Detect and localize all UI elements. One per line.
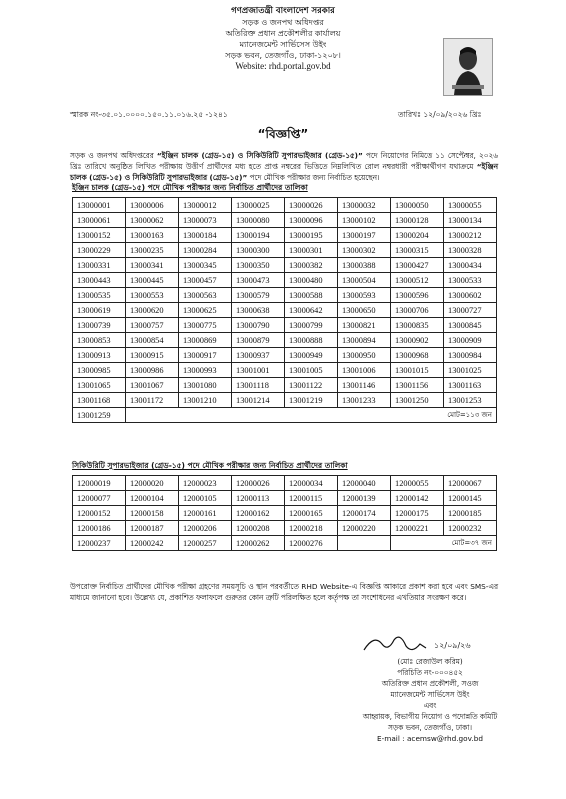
roll-cell: 13000533: [444, 273, 497, 288]
roll-cell: 13000799: [285, 318, 338, 333]
roll-cell: 13000152: [73, 228, 126, 243]
roll-cell: 12000105: [179, 491, 232, 506]
roll-cell: 13000025: [232, 198, 285, 213]
intro-text: সড়ক ও জনপথ অধিদপ্তরের: [70, 151, 157, 160]
roll-cell: 12000026: [232, 476, 285, 491]
roll-cell: 12000262: [232, 536, 285, 551]
roll-cell: 12000162: [232, 506, 285, 521]
roll-cell: 12000174: [338, 506, 391, 521]
roll-cell: 13000134: [444, 213, 497, 228]
roll-cell: 12000040: [338, 476, 391, 491]
roll-cell: 13000062: [126, 213, 179, 228]
roll-cell: 13000443: [73, 273, 126, 288]
signature-line: এবং: [423, 701, 437, 710]
roll-cell: 13000993: [179, 363, 232, 378]
table-row: [73, 198, 497, 213]
roll-cell: 12000220: [338, 521, 391, 536]
roll-cell: 12000158: [126, 506, 179, 521]
roll-cell: 13000301: [285, 243, 338, 258]
roll-cell: 12000165: [285, 506, 338, 521]
roll-cell: 13001015: [391, 363, 444, 378]
roll-cell: 13000917: [179, 348, 232, 363]
letterhead-line: সড়ক ও জনপথ অধিদপ্তর: [242, 18, 324, 27]
roll-cell: 12000034: [285, 476, 338, 491]
security-supervisor-roll-table: [72, 475, 497, 551]
roll-cell: 13000194: [232, 228, 285, 243]
roll-cell: 13000001: [73, 198, 126, 213]
portrait-icon: [444, 39, 492, 95]
roll-cell: 13001210: [179, 393, 232, 408]
roll-cell: 13000012: [179, 198, 232, 213]
roll-cell: 13001172: [126, 393, 179, 408]
roll-cell: 13000096: [285, 213, 338, 228]
table-row: [73, 408, 497, 423]
roll-cell: 13001219: [285, 393, 338, 408]
roll-cell: 13000984: [444, 348, 497, 363]
roll-cell: 13000350: [232, 258, 285, 273]
roll-cell: 13000915: [126, 348, 179, 363]
roll-cell: 13000854: [126, 333, 179, 348]
roll-cell: 12000237: [73, 536, 126, 551]
roll-cell: 12000161: [179, 506, 232, 521]
roll-cell: 12000115: [285, 491, 338, 506]
roll-cell: 12000218: [285, 521, 338, 536]
roll-cell: 13000212: [444, 228, 497, 243]
roll-cell: 13000512: [391, 273, 444, 288]
roll-cell: 13000821: [338, 318, 391, 333]
signature-date: ১২/০৯/২৬: [434, 641, 471, 650]
table-row: [73, 318, 497, 333]
roll-cell: 12000020: [126, 476, 179, 491]
roll-cell: 13001122: [285, 378, 338, 393]
signature-line: পরিচিতি নং-০০০৪৫২: [397, 668, 463, 677]
roll-cell: 12000104: [126, 491, 179, 506]
roll-cell: 13000968: [391, 348, 444, 363]
roll-cell: 13000315: [391, 243, 444, 258]
roll-cell: 12000139: [338, 491, 391, 506]
roll-cell: 13000331: [73, 258, 126, 273]
roll-cell: 13000073: [179, 213, 232, 228]
roll-cell: 13001067: [126, 378, 179, 393]
roll-cell: 13000284: [179, 243, 232, 258]
portrait-image: [443, 38, 493, 96]
roll-cell: 13000302: [338, 243, 391, 258]
roll-cell: 13000949: [285, 348, 338, 363]
roll-cell: 13000853: [73, 333, 126, 348]
roll-cell: 13000473: [232, 273, 285, 288]
roll-cell: 13000620: [126, 303, 179, 318]
memo-date: তারিখঃ ১২/০৯/২০২৬ খ্রিঃ: [398, 110, 482, 119]
roll-cell: 13000727: [444, 303, 497, 318]
roll-cell: 13000563: [179, 288, 232, 303]
roll-cell: 13000235: [126, 243, 179, 258]
roll-cell: 13000457: [179, 273, 232, 288]
table-row: [73, 393, 497, 408]
roll-cell: 13001005: [285, 363, 338, 378]
roll-cell: 13000204: [391, 228, 444, 243]
roll-cell: 13000504: [338, 273, 391, 288]
roll-cell: 13001006: [338, 363, 391, 378]
roll-cell: 13000163: [126, 228, 179, 243]
roll-cell: 12000145: [444, 491, 497, 506]
roll-cell: 13000588: [285, 288, 338, 303]
roll-cell: 13000050: [391, 198, 444, 213]
roll-cell: 12000187: [126, 521, 179, 536]
table-row: [73, 303, 497, 318]
roll-cell: 13000579: [232, 288, 285, 303]
roll-cell: 13000845: [444, 318, 497, 333]
table-row: [73, 491, 497, 506]
signature-image: [360, 630, 480, 656]
roll-cell: 13000427: [391, 258, 444, 273]
roll-cell: 13000596: [391, 288, 444, 303]
roll-cell: 12000185: [444, 506, 497, 521]
roll-cell: 12000242: [126, 536, 179, 551]
roll-cell: 12000023: [179, 476, 232, 491]
roll-cell: 13000300: [232, 243, 285, 258]
notice-title: “বিজ্ঞপ্তি”: [257, 127, 309, 141]
letterhead-line: সড়ক ভবন, তেজগাঁও, ঢাকা-১২০৮।: [225, 51, 341, 60]
roll-cell: 12000077: [73, 491, 126, 506]
roll-cell: 13000445: [126, 273, 179, 288]
roll-cell: 13001233: [338, 393, 391, 408]
footer-note: উপরোক্ত নির্বাচিত প্রার্থীদের মৌখিক পরীক্ষা গ্রহণের সময়সূচি ও স্থান পরবর্তীতে RHD Website-এ বিজ্ঞপ্তি আকারে প্রকাশ করা হবে এবং SMS-এর মাধ্যমে জানানো হবে। উল্লেখ্য যে, প্রকাশিত ফলাফলে গুরুতর কোন ত্রুটি পরিলক্ষিত হলে কর্তৃপক্ষ তা সংশোধনের এখতিয়ার সংরক্ষণ করে।: [70, 582, 498, 602]
roll-cell: 13001025: [444, 363, 497, 378]
roll-cell: 12000208: [232, 521, 285, 536]
roll-cell: 13000184: [179, 228, 232, 243]
roll-cell: 12000206: [179, 521, 232, 536]
roll-cell: 12000113: [232, 491, 285, 506]
roll-cell: 13000345: [179, 258, 232, 273]
roll-cell: 13000902: [391, 333, 444, 348]
table-row: [73, 476, 497, 491]
signature-email: E-mail : acemsw@rhd.gov.bd: [376, 734, 483, 743]
letterhead-line: অতিরিক্ত প্রধান প্রকৌশলীর কার্যালয়: [225, 29, 341, 38]
roll-cell: 13000128: [391, 213, 444, 228]
roll-cell: 13000879: [232, 333, 285, 348]
roll-cell: 13001168: [73, 393, 126, 408]
table-row: [73, 378, 497, 393]
roll-cell: 13000739: [73, 318, 126, 333]
table-row: [73, 273, 497, 288]
intro-text: পদে মৌখিক পরীক্ষার জন্য নির্বাচিত হয়েছেন।: [247, 173, 380, 182]
roll-cell: [338, 536, 391, 551]
roll-cell: 13000894: [338, 333, 391, 348]
roll-cell: 13000642: [285, 303, 338, 318]
roll-cell: 13000835: [391, 318, 444, 333]
table-row: [73, 521, 497, 536]
roll-cell: 13000055: [444, 198, 497, 213]
roll-cell: 13000775: [179, 318, 232, 333]
table-row: [73, 348, 497, 363]
roll-cell: 13000937: [232, 348, 285, 363]
roll-cell: 13000553: [126, 288, 179, 303]
roll-cell: 13000986: [126, 363, 179, 378]
table-row: [73, 363, 497, 378]
signature-line: আহ্বায়ক, বিভাগীয় নিয়োগ ও পদোন্নতি কমিটি: [362, 712, 498, 721]
roll-cell: 13001250: [391, 393, 444, 408]
table-row: [73, 258, 497, 273]
table-row: [73, 536, 497, 551]
roll-cell: 13000197: [338, 228, 391, 243]
roll-cell: 13000229: [73, 243, 126, 258]
roll-cell: 13000985: [73, 363, 126, 378]
signature-line: সড়ক ভবন, তেজগাঁও, ঢাকা।: [388, 723, 472, 732]
roll-cell: 13000757: [126, 318, 179, 333]
roll-cell: 13000195: [285, 228, 338, 243]
roll-cell: 13000706: [391, 303, 444, 318]
table-row: [73, 333, 497, 348]
intro-bold: “ইঞ্জিন চালক (গ্রেড-১৫) ও সিকিউরিটি সুপারভাইজার (গ্রেড-১৫)”: [156, 151, 363, 160]
roll-cell: 13000341: [126, 258, 179, 273]
roll-cell: 13000909: [444, 333, 497, 348]
roll-cell: 12000067: [444, 476, 497, 491]
roll-cell: 13000619: [73, 303, 126, 318]
table-row: [73, 228, 497, 243]
roll-cell: 13000535: [73, 288, 126, 303]
roll-cell: 13000006: [126, 198, 179, 213]
letterhead-line: ম্যানেজমেন্ট সার্ভিসেস উইং: [239, 40, 327, 49]
roll-cell: 13000950: [338, 348, 391, 363]
roll-cell: 13000061: [73, 213, 126, 228]
roll-cell: 13001065: [73, 378, 126, 393]
signature-line: ম্যানেজমেন্ট সার্ভিসেস উইং: [390, 690, 470, 699]
roll-cell: 12000152: [73, 506, 126, 521]
signature-line: (মোঃ রেজাউল করিম): [397, 657, 463, 666]
intro-paragraph: [70, 150, 498, 183]
roll-cell: 13001156: [391, 378, 444, 393]
roll-cell: 13001080: [179, 378, 232, 393]
engine-driver-roll-table: [72, 197, 497, 423]
roll-cell: 12000175: [391, 506, 444, 521]
roll-cell: 13000080: [232, 213, 285, 228]
signature-line: অতিরিক্ত প্রধান প্রকৌশলী, সওজ: [381, 679, 479, 688]
roll-cell: 13000650: [338, 303, 391, 318]
section2-heading: সিকিউরিটি সুপারভাইজার (গ্রেড-১৫) পদে মৌখিক পরীক্ষার জন্য নির্বাচিত প্রার্থীদের তালিকা: [72, 461, 348, 470]
roll-cell: 13000382: [285, 258, 338, 273]
roll-cell: 13000593: [338, 288, 391, 303]
roll-cell: 13000602: [444, 288, 497, 303]
roll-cell: 13000388: [338, 258, 391, 273]
website: Website: rhd.portal.gov.bd: [235, 61, 331, 71]
total-count: মোট=১১৩ জন: [126, 408, 497, 423]
roll-cell: 13000913: [73, 348, 126, 363]
roll-cell: 13000328: [444, 243, 497, 258]
roll-cell: 13001001: [232, 363, 285, 378]
roll-cell: 12000055: [391, 476, 444, 491]
roll-cell: 13000888: [285, 333, 338, 348]
roll-cell: 12000257: [179, 536, 232, 551]
roll-cell: 13000790: [232, 318, 285, 333]
table-row: [73, 506, 497, 521]
section1-heading: ইঞ্জিন চালক (গ্রেড-১৫) পদে মৌখিক পরীক্ষার জন্য নির্বাচিত প্রার্থীদের তালিকা: [72, 183, 308, 192]
roll-cell: 12000019: [73, 476, 126, 491]
roll-cell: 13001163: [444, 378, 497, 393]
roll-cell: 13000869: [179, 333, 232, 348]
roll-cell: 13001259: [73, 408, 126, 423]
memo-ref: স্মারক নং-৩৫.০১.০০০০.১৫০.১১.০১৬.২৫ -১২৪১: [70, 110, 228, 119]
roll-cell: 13000638: [232, 303, 285, 318]
roll-cell: 13000480: [285, 273, 338, 288]
roll-cell: 12000232: [444, 521, 497, 536]
table-row: [73, 288, 497, 303]
roll-cell: 13001214: [232, 393, 285, 408]
roll-cell: 13000032: [338, 198, 391, 213]
table-row: [73, 213, 497, 228]
roll-cell: 13001118: [232, 378, 285, 393]
roll-cell: 13001253: [444, 393, 497, 408]
roll-cell: 13000434: [444, 258, 497, 273]
signature-block: [330, 656, 530, 744]
roll-cell: 13001146: [338, 378, 391, 393]
total-count: মোট=৩৭ জন: [391, 536, 497, 551]
roll-cell: 12000221: [391, 521, 444, 536]
intro-bold: “ইঞ্জিন চালক (গ্রেড-১৫) ও সিকিউরিটি সুপারভাইজার (গ্রেড-১৫)”: [70, 162, 498, 182]
table-row: [73, 243, 497, 258]
roll-cell: 13000625: [179, 303, 232, 318]
roll-cell: 12000276: [285, 536, 338, 551]
letterhead-line: গণপ্রজাতন্ত্রী বাংলাদেশ সরকার: [231, 6, 335, 16]
roll-cell: 12000142: [391, 491, 444, 506]
roll-cell: 12000186: [73, 521, 126, 536]
roll-cell: 13000026: [285, 198, 338, 213]
intro-text: পদে নিয়োগের নিমিত্তে ১১ সেপ্টেম্বর, ২০২৬ খ্রিঃ তারিখে অনুষ্ঠিত লিখিত পরীক্ষায় উত্তীর্ণ প্রার্থীদের মধ্য হতে প্রাপ্ত নম্বরের ভিত্তিতে নিম্নলিখিত রোল নম্বরধারী পরীক্ষার্থীগণ যথাক্রমে: [70, 151, 498, 171]
roll-cell: 13000102: [338, 213, 391, 228]
